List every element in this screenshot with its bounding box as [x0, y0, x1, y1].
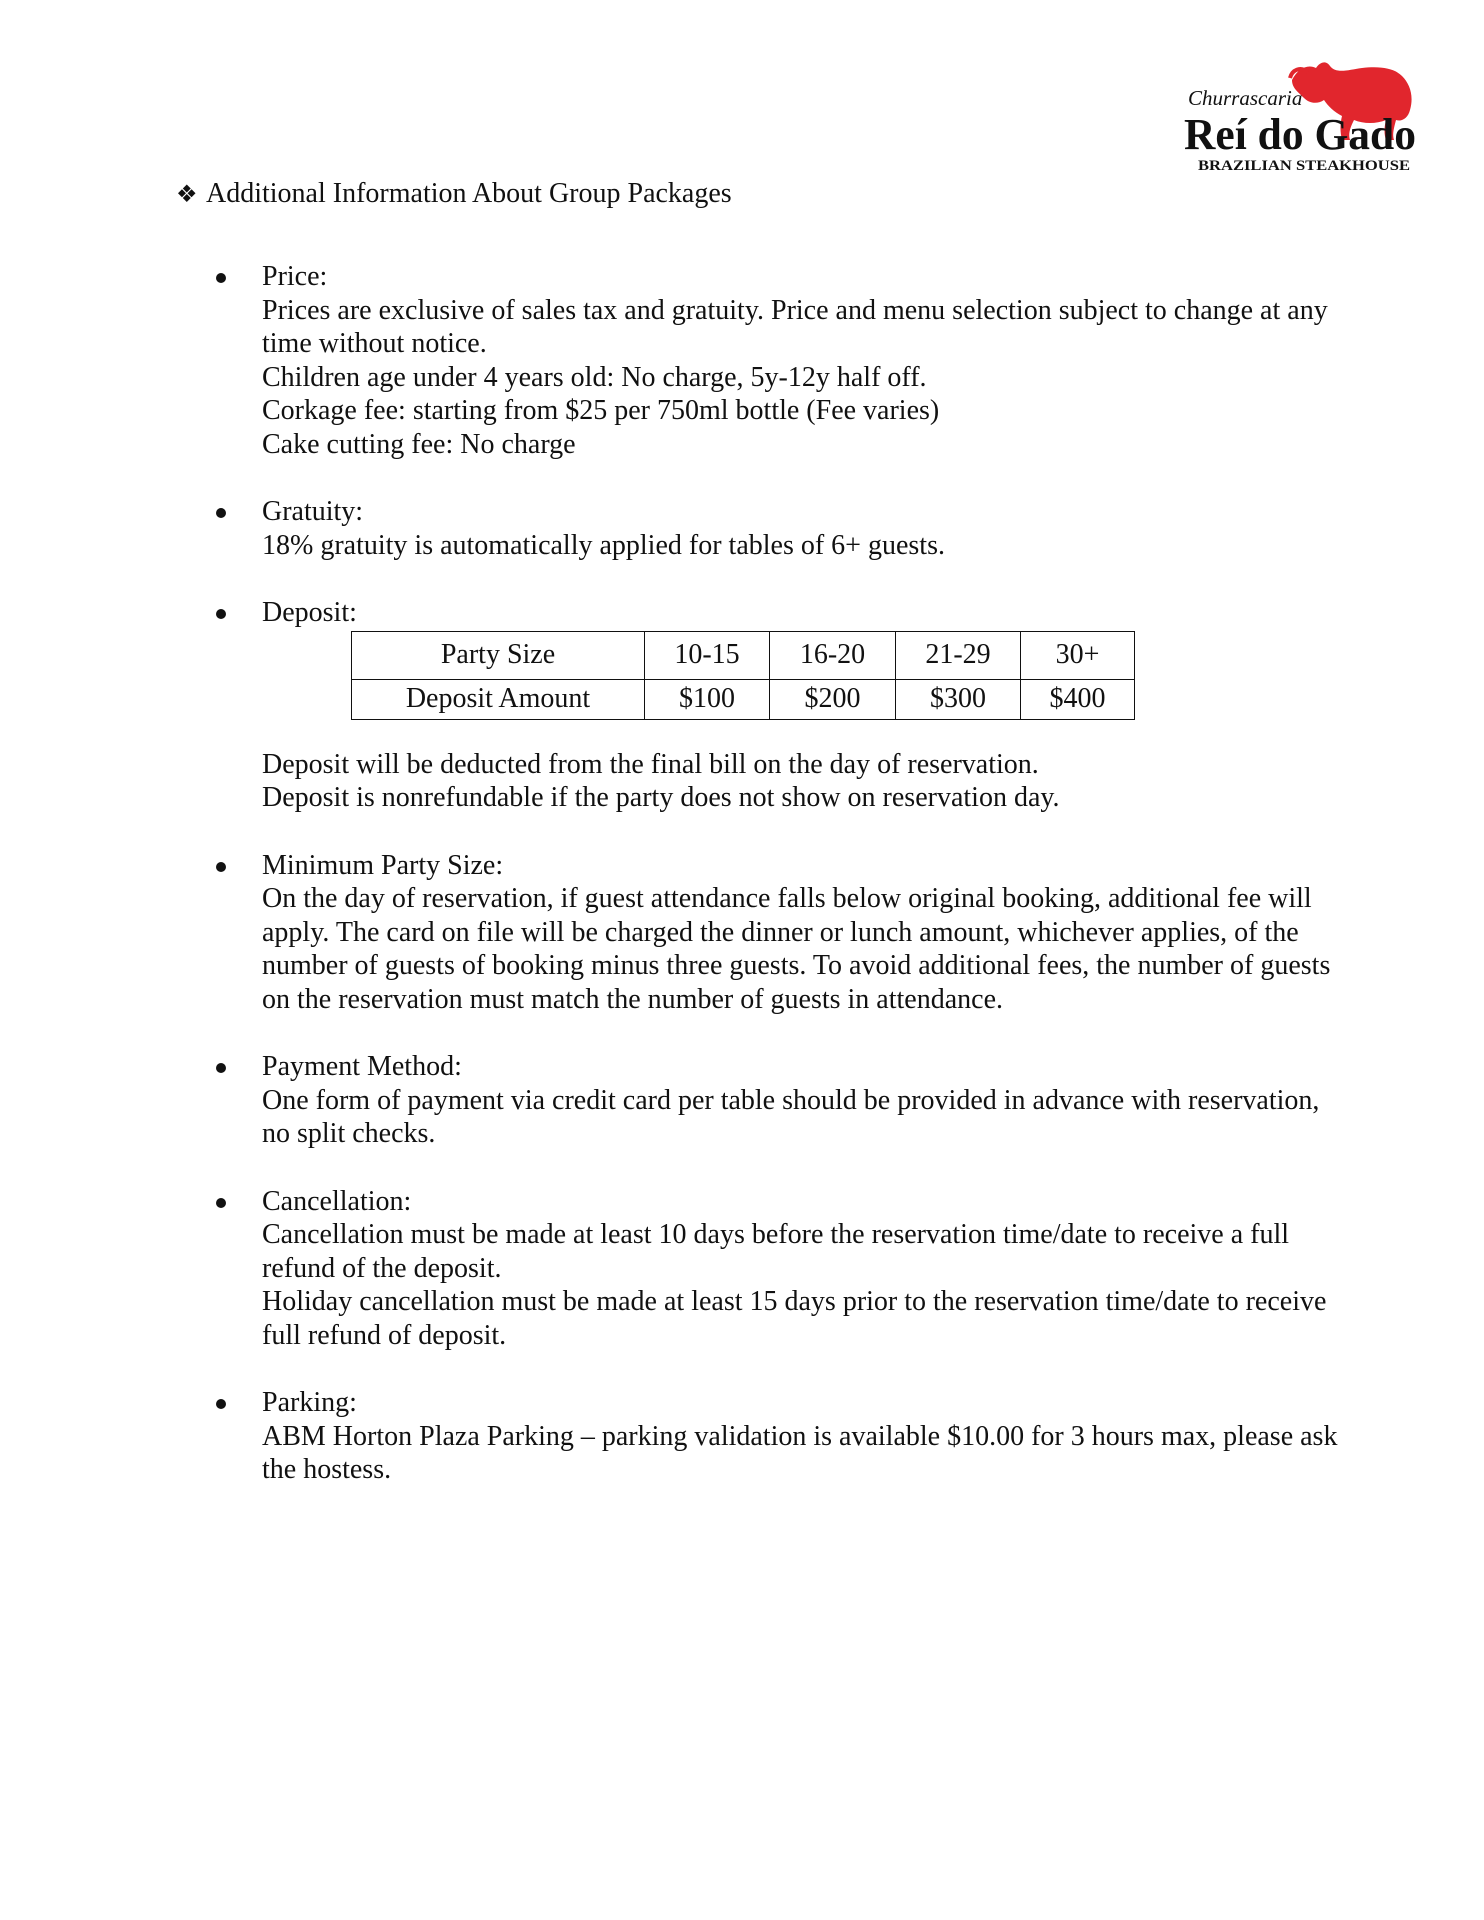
parking-line: ABM Horton Plaza Parking – parking validation is available $10.00 for 3 hours max, please ask the hostess. — [262, 1420, 1338, 1485]
payment-method-line: One form of payment via credit card per table should be provided in advance with reservation, no split checks. — [262, 1084, 1320, 1149]
section-label: Payment Method: — [262, 1051, 462, 1082]
bullet-icon — [216, 862, 226, 872]
price-section — [214, 260, 1344, 461]
table-cell: 21-29 — [896, 631, 1021, 679]
table-row — [352, 679, 1135, 719]
section-label: Parking: — [262, 1387, 357, 1418]
gratuity-section — [214, 495, 1344, 562]
table-cell: $300 — [896, 679, 1021, 719]
table-cell: Deposit Amount — [352, 679, 645, 719]
price-line: Prices are exclusive of sales tax and gratuity. Price and menu selection subject to change at any time without notice. — [262, 294, 1328, 359]
table-row — [352, 631, 1135, 679]
heading-text: Additional Information About Group Packages — [206, 178, 732, 209]
bullet-icon — [216, 1399, 226, 1409]
restaurant-logo — [1180, 58, 1420, 178]
section-label: Minimum Party Size: — [262, 849, 504, 881]
logo-name: Reí do Gado — [1184, 110, 1416, 159]
cancellation-line: Cancellation must be made at least 10 days before the reservation time/date to receive a full refund of the deposit. — [262, 1219, 1290, 1284]
logo-script-text: Churrascaria — [1188, 86, 1303, 110]
table-cell: $100 — [645, 679, 770, 719]
table-cell: $400 — [1021, 679, 1135, 719]
deposit-section — [214, 596, 1344, 815]
section-heading — [176, 176, 732, 213]
bullet-icon — [216, 273, 226, 283]
logo-tagline: BRAZILIAN STEAKHOUSE — [1198, 158, 1410, 174]
deposit-line: Deposit is nonrefundable if the party does not show on reservation day. — [262, 782, 1060, 813]
gratuity-line: 18% gratuity is automatically applied for tables of 6+ guests. — [262, 529, 945, 561]
section-label: Gratuity: — [262, 496, 364, 527]
section-label: Price: — [262, 261, 328, 292]
bullet-icon — [216, 1063, 226, 1073]
minimum-party-size-section — [214, 849, 1344, 1017]
price-line: Corkage fee: starting from $25 per 750ml bottle (Fee varies) — [262, 395, 940, 426]
minimum-party-size-line: On the day of reservation, if guest attendance falls below original booking, additional fee will apply. The card on file will be charged the dinner or lunch amount, whichever applies, of the number of guests of booking minus three guests. To avoid additional fees, the number of guests on the reservation must match the number of guests in attendance. — [262, 883, 1331, 1015]
bullet-icon — [216, 609, 226, 619]
deposit-line: Deposit will be deducted from the final bill on the day of reservation. — [262, 748, 1039, 780]
table-cell: 16-20 — [770, 631, 896, 679]
bullet-icon — [216, 1198, 226, 1208]
section-label: Cancellation: — [262, 1185, 412, 1217]
bullet-icon — [216, 508, 226, 518]
diamond-bullet-icon: ❖ — [176, 182, 198, 208]
cancellation-section — [214, 1185, 1344, 1353]
payment-method-section — [214, 1050, 1344, 1151]
table-cell: $200 — [770, 679, 896, 719]
price-line: Cake cutting fee: No charge — [262, 428, 576, 460]
cancellation-line: Holiday cancellation must be made at least 15 days prior to the reservation time/date to receive full refund of deposit. — [262, 1286, 1327, 1351]
price-line: Children age under 4 years old: No charge, 5y-12y half off. — [262, 361, 927, 393]
logo-graphic — [1180, 58, 1420, 178]
table-cell: Party Size — [352, 631, 645, 679]
section-label: Deposit: — [262, 597, 357, 628]
info-list — [214, 260, 1344, 1521]
table-cell: 30+ — [1021, 631, 1135, 679]
deposit-table — [351, 631, 1135, 720]
parking-section — [214, 1386, 1344, 1487]
table-cell: 10-15 — [645, 631, 770, 679]
